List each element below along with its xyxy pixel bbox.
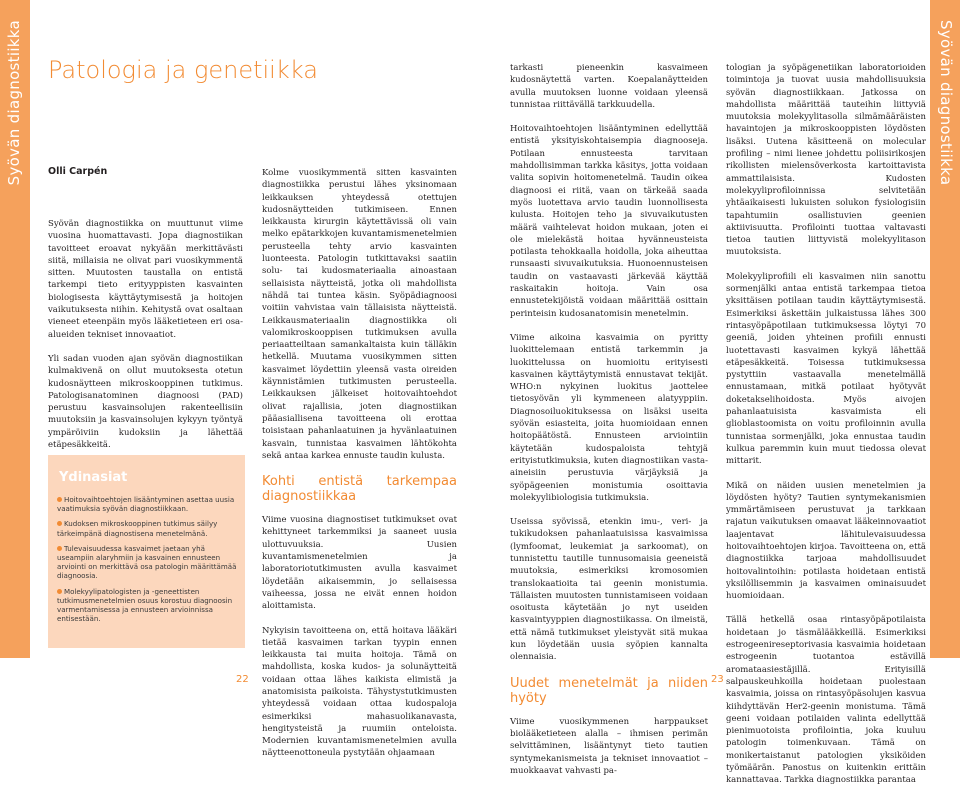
bullet-icon bbox=[57, 546, 62, 551]
paragraph: Viime aikoina kasvaimia on pyritty luokittelemaan entistä tarkemmin ja luokittelussa on huomioitu erityisesti kasvainen käyttäytymistä ennustavat tekijät. WHO:n nykyinen luokitus jaottelee tietosyövän yli kymmeneen alatyyppiin. Diagnosoiluokituksessa on lisäksi useita syövän esiasteita, joita huomioidaan ennen hoitopäätöstä. Ennusteen arviointiin käytetään kudospaloista tehtyjä erityistutkimuksia, kuten diagnostiikan vasta-aineisiin perustuvia värjäyksiä ja syöpägeenien monistumia osoittavia molekyylibiologisia tutkimuksia. bbox=[510, 332, 708, 503]
bullet-icon bbox=[57, 521, 62, 526]
list-item bbox=[57, 519, 237, 537]
paragraph: Tällä hetkellä osaa rintasyöpäpotilaista hoidetaan jo täsmälääkkeillä. Esimerkiksi estrogeenireseptorivasia kasvaimia hoidetaan estrogeenin tuotantoa estävillä aromataasiestäjillä. Erityisillä salpauskeuhkoilla hoidetaan puolestaan kasvaimia, joissa on rintasyöpäsolujen kasvua kiihdyttävän Her2-geenin monistuma. Tämä geeni voidaan potilaiden valinta edellyttää pienimuotoista profilointia, joka kuuluu patologin toimenkuvaan. Tämä on monikertaistanut patologien yksiköiden työmäärän. Panostus on kuitenkin erittäin kannattavaa. Tarkka diagnostiikka parantaa bbox=[726, 615, 926, 786]
paragraph: Viime vuosikymmenen harppaukset biolääketieteen alalla – ihmisen perimän selvittäminen, lisääntynyt tieto tautien syntymekanismeista ja tekniset innovaatiot – muokkaavat vahvasti pa- bbox=[510, 716, 708, 776]
bullet-icon bbox=[57, 589, 62, 594]
paragraph: Viime vuosina diagnostiset tutkimukset ovat kehittyneet tarkemmiksi ja saaneet uusia ulottuvuuksia. Uusien kuvantamismenetelmien ja laboratoriotutkimusten avulla kasvaimet löydetään aikaisemmin, jo sellaisessa vaiheessa, jossa ne eivät ennen hoidon aloittamista. bbox=[262, 515, 457, 612]
list-item bbox=[57, 544, 237, 581]
paragraph: Yli sadan vuoden ajan syövän diagnostiikan kulmakivenä on ollut muutoksesta otetun kudosnäytteen mikroskooppinen tutkimus. Patologisanatominen diagnoosi (PAD) perustuu kasvainsolujen rakenteellisiin muutoksiin ja kasvainsolujen kykyyn työntyä ympäröiviin kudoksiin ja lähettää etäpesäkkeitä. bbox=[48, 353, 243, 451]
key-points-title: Ydinasiat bbox=[59, 470, 128, 485]
paragraph: Kolme vuosikymmentä sitten kasvainten diagnostiikka perustui lähes yksinomaan leikkauksen yhteydessä otettujen kudosnäytteiden tutkimiseen. Ennen leikkausta kirurgin käytettävissä oli vain melko epätarkkojen kuvantamismenetelmien perusteella tehty arvio kasvainten luonteesta. Patologin tutkittavaksi saatiin solu- tai kudosmateriaalia ainoastaan sellaisista näytteistä, jotka oli mahdollista nähdä tai tuntea käsin. Syöpädiagnoosi voitiin vahvistaa vain tällaisista näytteistä. Leikkausmateriaalin diagnostiikka oli valomikroskooppisen tutkimuksen avulla periaatteiltaan samankaltaista kuin tälläkin hetkellä. Muutama vuosikymmen sitten kasvaimet löydettiin yleensä vasta oireiden käynnistämien tutkimusten perusteella. Leikkauksen jälkeiset hoitovaihtoehdot olivat rajallisia, joten diagnostiikan pääasiallisena tavoitteena oli erottaa toisistaan pahanlaatuinen ja hyvänlaatuinen kasvain, tunnistaa kasvaimen lähtökohta sekä antaa karkea ennuste taudin kulusta. bbox=[262, 168, 457, 461]
column-1 bbox=[48, 218, 243, 463]
section-heading: Uudet menetelmät ja niiden hyöty bbox=[510, 675, 708, 706]
paragraph: Nykyisin tavoitteena on, että hoitava lääkäri tietää kasvaimen tarkan tyypin ennen leikkausta tai muita hoitoja. Tämä on mahdollista, koska kudos- ja solunäytteitä voidaan ottaa lähes kaikista elimistä ja anatomisista paikoista. Tähystystutkimusten yhteydessä voidaan ottaa kudospaloja esimerkiksi mahasuolikanavasta, hengitysteistä ja ruumiin onteloista. Modernien kuvantamismenetelmien avulla näytteenottoneula pystytään ohjaamaan bbox=[262, 625, 457, 759]
list-item-text: Kudoksen mikroskooppinen tutkimus säilyy tärkeimpänä diagnostisena menetelmänä. bbox=[57, 519, 218, 538]
paragraph: Useissa syövissä, etenkin imu-, veri- ja tukikudoksen pahanlaatuisissa kasvaimissa (lymfoomat, leukemiat ja sarkoomat), on tunnistettu tautille tunnusomaisia geeneistä muutoksia, esimerkiksi kromosomien translokaatioita tai geenin monistumia. Tällaisten muutosten tunnistamiseen voidaan osoitusta käytetään jo nyt useiden kasvaintyyppien diagnostiikassa. On ilmeistä, että nämä tutkimukset yleistyvät sitä mukaa kun löydetään uusia syöpien kannalta olennaisia. bbox=[510, 517, 708, 663]
paragraph: Syövän diagnostiikka on muuttunut viime vuosina huomattavasti. Jopa diagnostiikan tavoitteet eroavat nykyään merkittävästi siitä, millaisia ne olivat pari vuosikymmentä sitten. Muutosten taustalla on entistä tarkempi tieto erityyppisten kasvainten biologisesta käyttäytymisestä ja hoitojen vaikutuksesta niihin. Kehitystä ovat osaltaan vieneet eteenpäin myös lääketieteen eri osa-alueiden tekniset innovaatiot. bbox=[48, 219, 243, 340]
column-3 bbox=[510, 62, 708, 789]
bullet-icon bbox=[57, 497, 62, 502]
right-side-label: Syövän diagnostiikka bbox=[937, 20, 955, 186]
list-item-text: Tulevaisuudessa kasvaimet jaetaan yhä useampiin alaryhmiin ja kasvainen ennusteen arviointi on merkittävä osa patologin määrittämää diagnoosia. bbox=[57, 543, 237, 581]
author-name: Olli Carpén bbox=[48, 166, 108, 177]
page-title: Patologia ja genetiikka bbox=[48, 56, 318, 84]
list-item bbox=[57, 587, 237, 624]
left-side-bar bbox=[0, 0, 30, 658]
list-item bbox=[57, 495, 237, 513]
page-number-left: 22 bbox=[236, 674, 249, 685]
paragraph: Hoitovaihtoehtojen lisääntyminen edellyttää entistä yksityiskohtaisempia diagnooseja. Potilaan ennusteesta tarvitaan mahdollisimman tarkka käsitys, jotta voidaan valita sopivin hoitomenetelmä. Taudin oikea diagnoosi ei riitä, vaan on tärkeää saada myös luotettava arvio taudin luonnollisesta kulusta. Hoitojen teho ja sivuvaikutusten määrä vaihtelevat hoidon mukaan, joten ei ole mielekästä hoitaa hyvänneusteista potilasta tehokkaalla hoidolla, joka aiheuttaa runsaasti sivuvaikutuksia. Huonoennusteisen taudin on vastaavasti järkevää käyttää raskaitakin hoitoja. Vain osa ennustetekijöistä voidaan määrittää osittain perinteisin kudosanatomisin menetelmin. bbox=[510, 124, 708, 319]
list-item-text: Hoitovaihtoehtojen lisääntyminen asettaa uusia vaatimuksia syövän diagnostiikkaan. bbox=[57, 495, 235, 514]
paragraph: Molekyyliprofiili eli kasvaimen niin sanottu sormenjälki antaa entistä tarkempaa tietoa yksittäisen potilaan taudin käyttäytymisestä. Esimerkiksi äskettäin julkaistussa lähes 300 rintasyöpäpotilaan tutkimuksessa löytyi 70 geeniä, joiden yhteinen profiili ennusti luotettavasti kasvaimen kykyä lähettää etäpesäkkeitä. Toisessa tutkimuksessa pystyttiin vastaavalla menetelmällä ennustamaan, mitkä potilaat hyötyvät doketakselihoidosta. Myös aivojen pahanlaatuisista kasvaimista eli glioblastoomista on voitu profiloinnin avulla tunnistaa sormenjälki, joka ennustaa taudin kulkua paremmin kuin muut tiedossa olevat mittarit. bbox=[726, 271, 926, 467]
right-side-bar bbox=[930, 0, 960, 658]
column-4 bbox=[726, 62, 926, 799]
section-heading: Kohti entistä tarkempaa diagnostiikkaa bbox=[262, 474, 457, 505]
list-item-text: Molekyylipatologisten ja -geneettisten tutkimusmenetelmien osuus korostuu diagnoosin varmentamisessa ja ennusteen arvioinnissa entisestään. bbox=[57, 586, 233, 624]
left-side-label: Syövän diagnostiikka bbox=[5, 20, 23, 186]
paragraph: tologian ja syöpägenetiikan laboratorioiden toimintoja ja tuovat uusia mahdollisuuksia syövän diagnostiikkaan. Jatkossa on mahdollista määrittää tauteihin liittyviä muutoksia molekyylitasolla silmämääräisten havaintojen ja mikroskooppisten löydösten lisäksi. Uutena käsitteenä on molecular profiling – nimi lienee johdettu poliisirikosjen rikollisten mielensöverkosta kartoittavista ammattilaisista. Kudosten molekyyliprofiloinnissa selvitetään yhtäaikaisesti lukuisten solukon fysiologisiin tapahtumiin osallistuvien geenien aktiivisuutta. Profilointi tuottaa valtavasti tietoa tautien liittyvistä molekyylitason muutoksista. bbox=[726, 63, 926, 258]
column-2 bbox=[262, 167, 457, 772]
key-points-list bbox=[57, 495, 237, 629]
paragraph: Mikä on näiden uusien menetelmien ja löydösten hyöty? Tautien syntymekanismien ymmärtämiseen perustuvat ja tarkkaan rajatun vaikutuksen omaavat lääkeinnovaatiot laajentavat lähitulevaisuudessa hoitovaihtoehtojen kirjoa. Tavoitteena on, että diagnostiikka tarjoaa mahdollisuudet hoitovalintoihin: potilasta hoidetaan entistä yksilöllisemmin ja kasvaimen ominaisuudet huomioidaan. bbox=[726, 480, 926, 602]
paragraph: tarkasti pieneenkin kasvaimeen kudosnäytettä varten. Koepalanäytteiden avulla muutoksen luonne voidaan yleensä tunnistaa riittävällä tarkkuudella. bbox=[510, 63, 708, 110]
page-number-right: 23 bbox=[711, 674, 724, 685]
key-points-box bbox=[48, 455, 245, 648]
